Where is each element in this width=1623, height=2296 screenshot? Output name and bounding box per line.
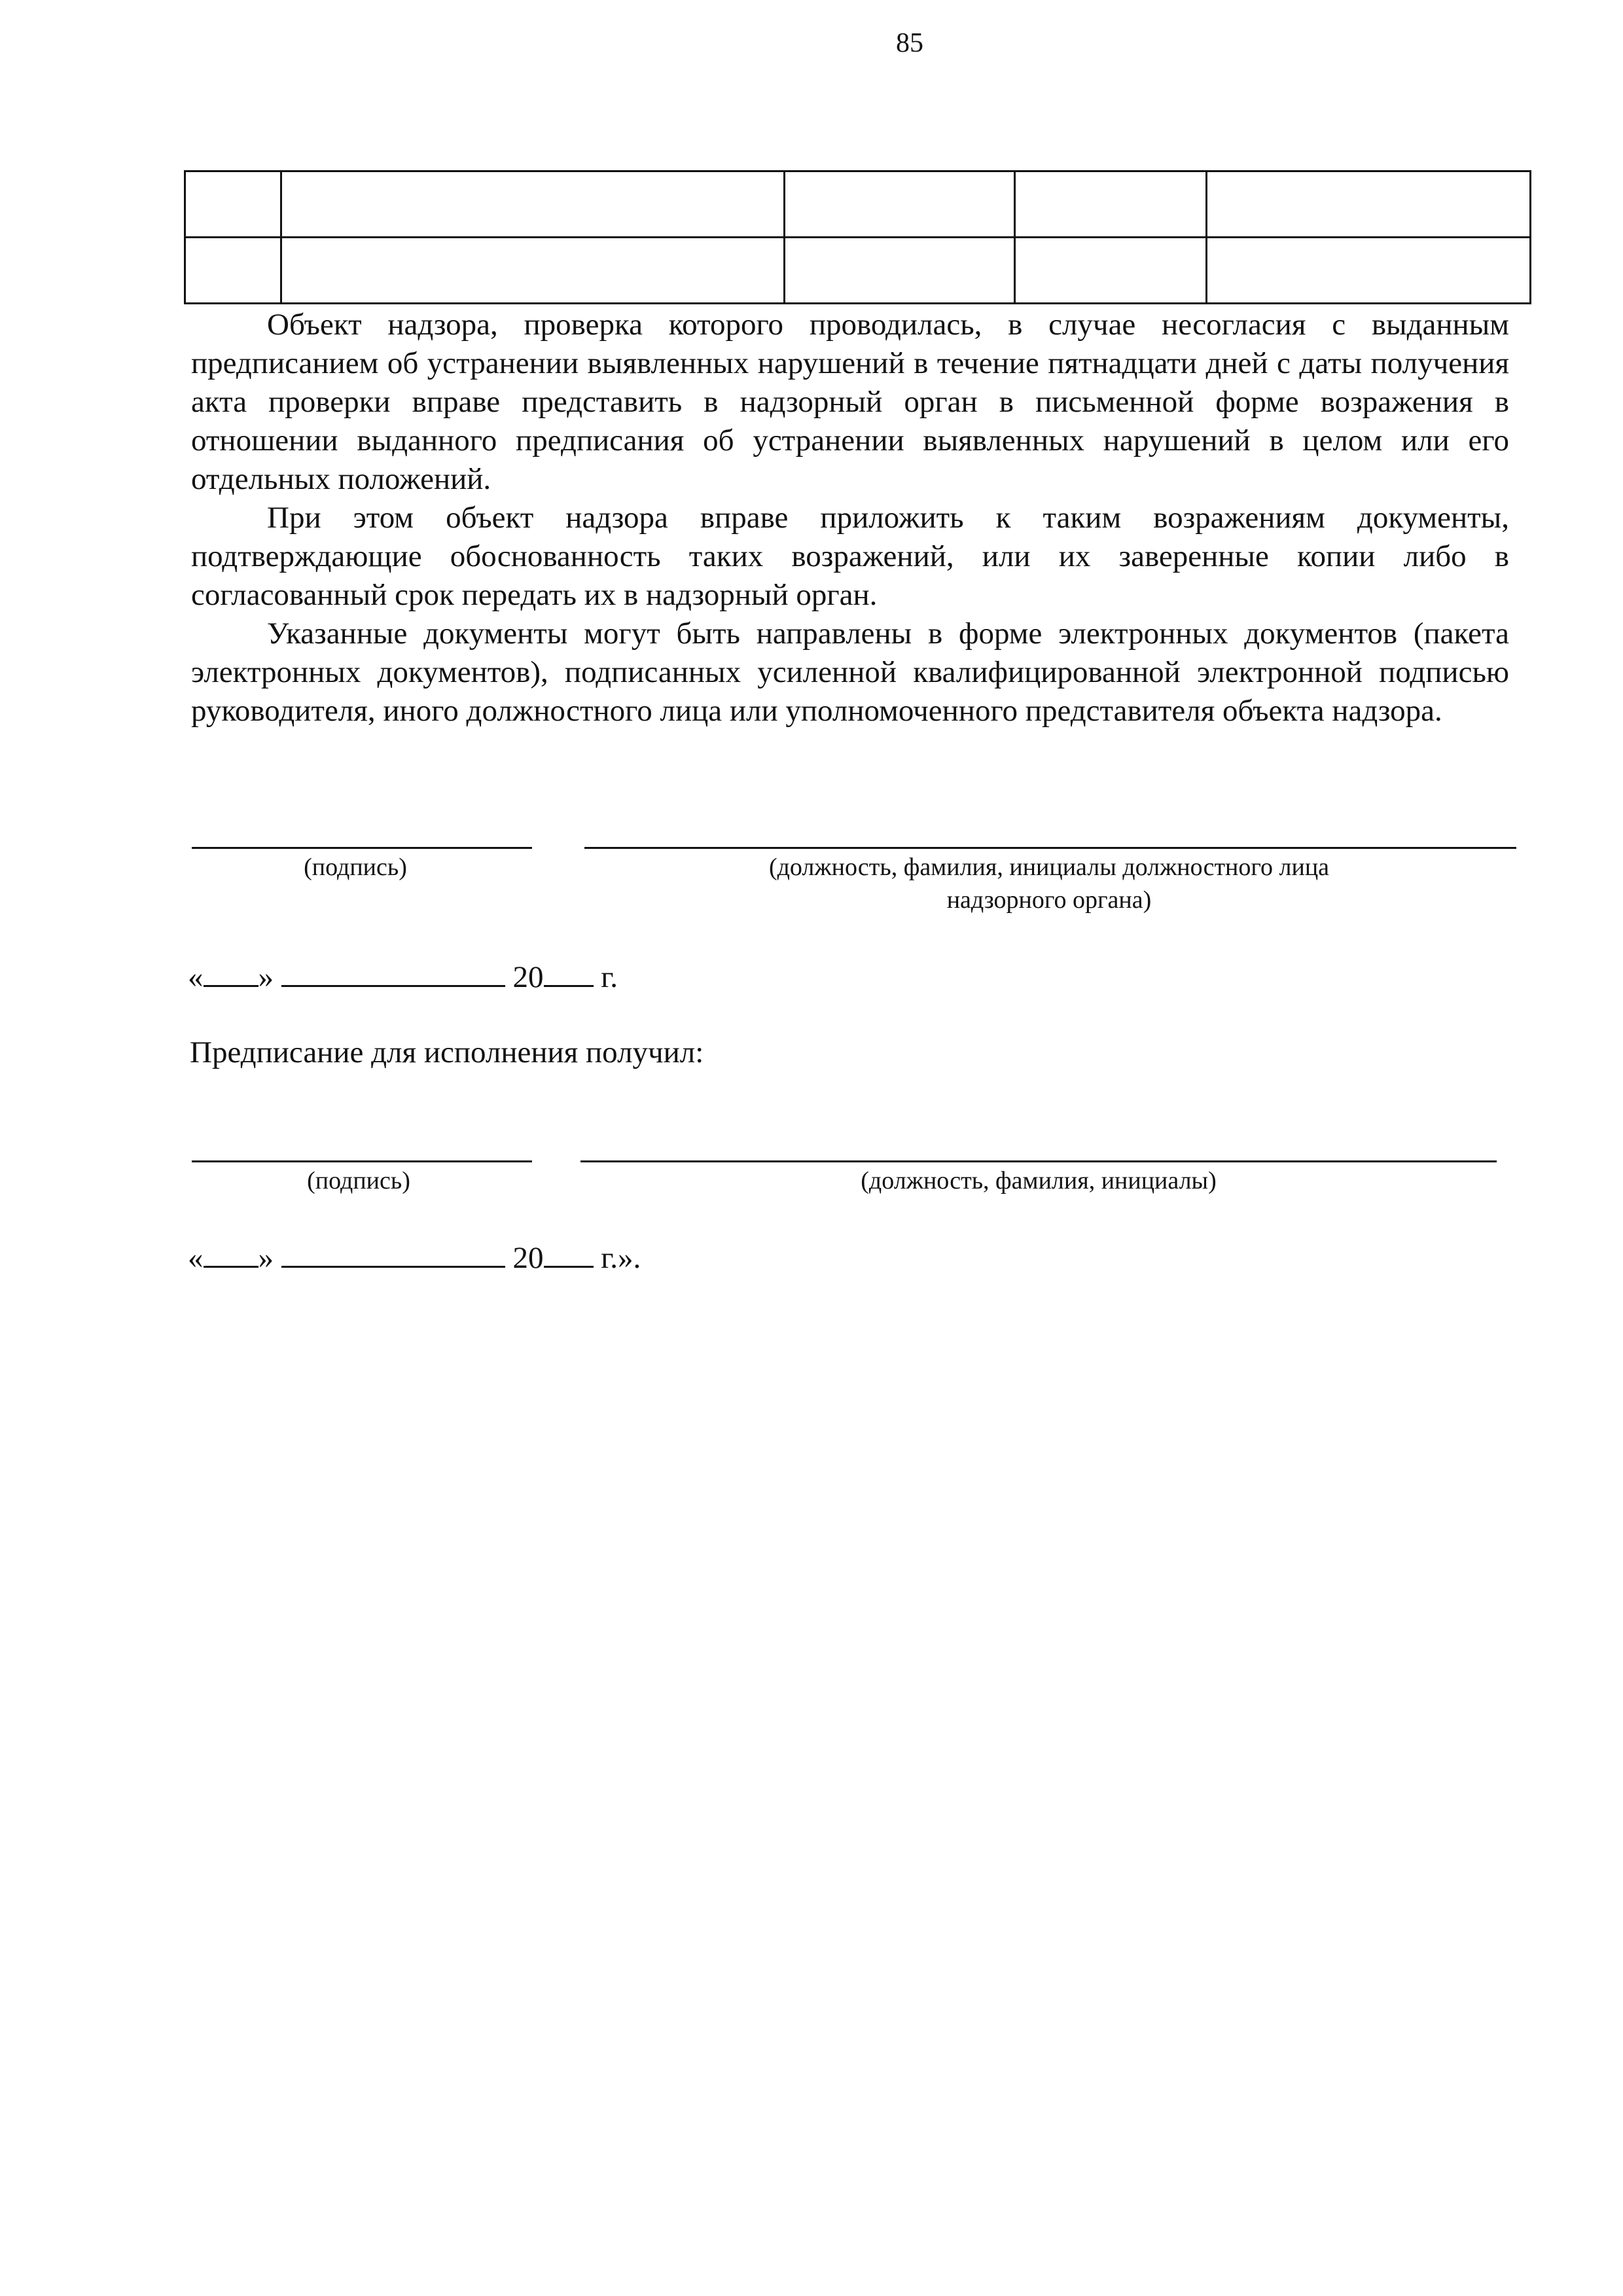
table-row [185,171,1531,238]
day-blank[interactable] [204,958,259,987]
year-blank[interactable] [544,1238,594,1268]
close-quote: » [258,960,274,994]
paragraph-electronic-documents: Указанные документы могут быть направлены в форме электронных документов (пакета электронных документов), подписанных усиленной квалифицированной электронной подписью руководителя, иного должностного лица или уполномоченного представителя объекта надзора. [191,617,1509,728]
paragraph-objection-right: Объект надзора, проверка которого проводилась, в случае несогласия с выданным предписанием об устранении выявленных нарушений в течение пятнадцати дней с даты получения акта проверки вправе представить в надзорный орган в письменной форме возражения в отношении выданного предписания об устранении выявленных нарушений в целом или его отдельных положений. [191,308,1509,496]
blank-table [184,170,1531,304]
official-caption-line2: надзорного органа) [946,886,1152,914]
official-name-line[interactable] [584,847,1516,849]
table-cell[interactable] [1207,171,1531,238]
month-blank[interactable] [281,958,505,987]
year-suffix: г. [601,960,618,994]
table-cell[interactable] [1207,238,1531,304]
date-row-2 [188,1238,641,1278]
open-quote: « [188,960,204,994]
table-cell[interactable] [281,238,785,304]
signature-caption: (подпись) [304,853,407,881]
open-quote: « [188,1241,204,1275]
year-prefix: 20 [512,960,544,994]
year-suffix: г.». [601,1241,641,1275]
recipient-caption: (должность, фамилия, инициалы) [861,1167,1217,1194]
table-row [185,238,1531,304]
received-label: Предписание для исполнения получил: [190,1035,704,1069]
signature-line[interactable] [192,1160,532,1162]
signature-caption: (подпись) [307,1167,410,1194]
table-cell[interactable] [785,238,1015,304]
official-caption-line1: (должность, фамилия, инициалы должностного лица [768,853,1330,881]
year-prefix: 20 [512,1241,544,1275]
page-number: 85 [896,28,923,58]
signature-line[interactable] [192,847,532,849]
recipient-name-line[interactable] [580,1160,1497,1162]
table-cell[interactable] [785,171,1015,238]
date-row-1 [188,958,618,997]
close-quote: » [258,1241,274,1275]
table-cell[interactable] [281,171,785,238]
table-cell[interactable] [1015,238,1207,304]
day-blank[interactable] [204,1238,259,1268]
paragraph-attach-documents: При этом объект надзора вправе приложить к таким возражениям документы, подтверждающие обоснованность таких возражений, или их заверенные копии либо в согласованный срок передать их в надзорный орган. [191,501,1509,612]
year-blank[interactable] [544,958,594,987]
month-blank[interactable] [281,1238,505,1268]
table-cell[interactable] [1015,171,1207,238]
table-cell[interactable] [185,171,281,238]
table-cell[interactable] [185,238,281,304]
